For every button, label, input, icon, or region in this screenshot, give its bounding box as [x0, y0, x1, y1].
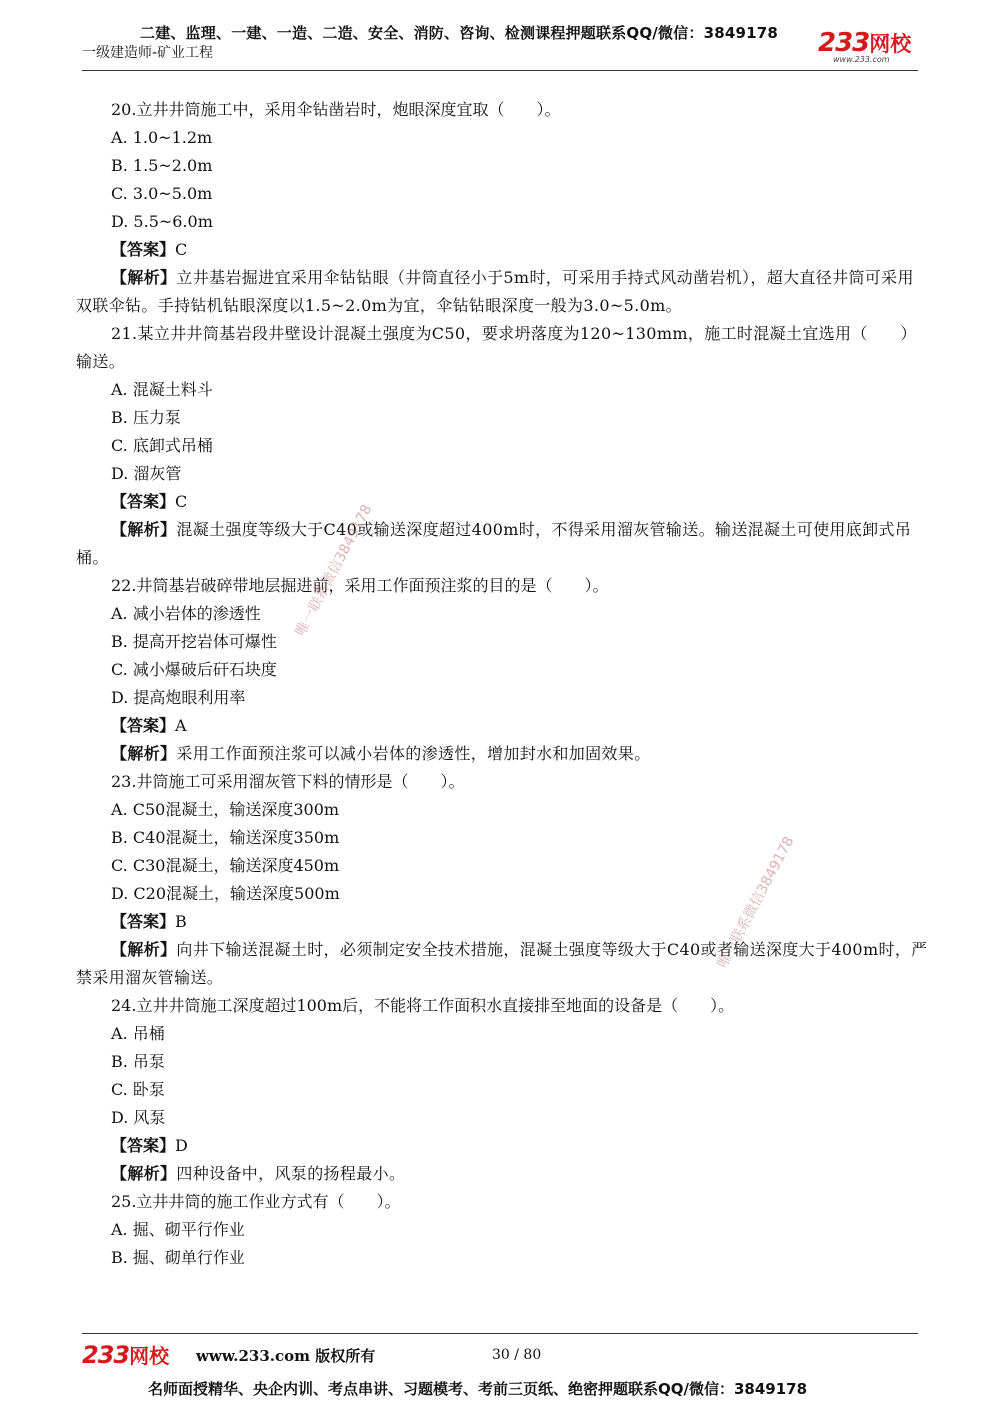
question-stem: 23.井筒施工可采用溜灰管下料的情形是（ ）。 — [111, 772, 465, 791]
option-c: C. C30混凝土，输送深度450m — [111, 856, 340, 875]
analysis-tag: 【解析】 — [111, 744, 177, 763]
answer-value: C — [175, 492, 188, 511]
option-b: B. 压力泵 — [111, 408, 181, 427]
answer-value: D — [175, 1136, 188, 1155]
analysis-tag: 【解析】 — [111, 520, 177, 539]
option-c: C. 底卸式吊桶 — [111, 436, 213, 455]
option-d: D. 风泵 — [111, 1108, 166, 1127]
brand-logo — [818, 28, 911, 58]
analysis-tag: 【解析】 — [111, 1164, 177, 1183]
analysis-paragraph — [76, 1160, 928, 1188]
logo-text: 网校 — [869, 32, 912, 56]
logo-text: 网校 — [129, 1344, 170, 1368]
question-stem: 21.某立井井筒基岩段井壁设计混凝土强度为C50，要求坍落度为120~130mm，施工时混凝土宜选用（ ）输送。 — [76, 324, 917, 371]
answer-tag: 【答案】 — [111, 240, 176, 259]
option-a: A. 减小岩体的渗透性 — [111, 604, 261, 623]
watermark: 唯一联系微信3849178 — [292, 502, 376, 639]
footer-divider — [82, 1333, 918, 1334]
question-stem: 24.立井井筒施工深度超过100m后，不能将工作面积水直接排至地面的设备是（ ）。 — [111, 996, 735, 1015]
copyright-text: www.233.com 版权所有 — [196, 1347, 376, 1365]
analysis-paragraph — [76, 516, 928, 572]
option-a: A. 混凝土料斗 — [111, 380, 213, 399]
option-a: A. 吊桶 — [111, 1024, 165, 1043]
header-divider — [82, 70, 918, 71]
answer-value: C — [175, 240, 188, 259]
header-banner: 二建、监理、一建、一造、二造、安全、消防、咨询、检测课程押题联系QQ/微信：3849178 — [140, 24, 779, 42]
answer-value: B — [175, 912, 187, 931]
watermark: 唯一联系微信3849178 — [714, 834, 798, 971]
option-c: C. 3.0~5.0m — [111, 184, 213, 203]
option-a: A. 1.0~1.2m — [111, 128, 213, 147]
answer-tag: 【答案】 — [111, 492, 176, 511]
option-b: B. 1.5~2.0m — [111, 156, 213, 175]
option-d: D. 溜灰管 — [111, 464, 182, 483]
option-b: B. 提高开挖岩体可爆性 — [111, 632, 277, 651]
question-content — [76, 96, 928, 1272]
question-stem: 20.立井井筒施工中，采用伞钻凿岩时，炮眼深度宜取（ ）。 — [111, 100, 561, 119]
option-d: D. C20混凝土，输送深度500m — [111, 884, 340, 903]
answer-tag: 【答案】 — [111, 716, 176, 735]
option-b: B. 掘、砌单行作业 — [111, 1248, 245, 1267]
analysis-text: 四种设备中，风泵的扬程最小。 — [176, 1164, 406, 1183]
option-a: A. C50混凝土，输送深度300m — [111, 800, 340, 819]
analysis-paragraph — [76, 264, 928, 320]
analysis-paragraph — [76, 740, 928, 768]
analysis-paragraph — [76, 936, 928, 992]
option-b: B. C40混凝土，输送深度350m — [111, 828, 340, 847]
analysis-text: 向井下输送混凝土时，必须制定安全技术措施，混凝土强度等级大于C40或者输送深度大于400m时，严禁采用溜灰管输送。 — [76, 940, 928, 987]
footer-logo — [82, 1340, 169, 1369]
analysis-text: 混凝土强度等级大于C40或输送深度超过400m时，不得采用溜灰管输送。输送混凝土可使用底卸式吊桶。 — [76, 520, 912, 567]
answer-line — [76, 712, 928, 740]
option-d: D. 5.5~6.0m — [111, 212, 213, 231]
footer-banner: 名师面授精华、央企内训、考点串讲、习题模考、考前三页纸、绝密押题联系QQ/微信：3849178 — [148, 1380, 808, 1398]
question-stem: 22.井筒基岩破碎带地层掘进前，采用工作面预注浆的目的是（ ）。 — [111, 576, 609, 595]
logo-number: 233 — [818, 28, 870, 58]
option-c: C. 卧泵 — [111, 1080, 165, 1099]
option-d: D. 提高炮眼利用率 — [111, 688, 246, 707]
analysis-text: 立井基岩掘进宜采用伞钻钻眼（井筒直径小于5m时，可采用手持式风动凿岩机），超大直径井筒可采用双联伞钻。手持钻机钻眼深度以1.5~2.0m为宜，伞钻钻眼深度一般为3.0~5.0m。 — [76, 268, 914, 315]
answer-line — [76, 1132, 928, 1160]
answer-line — [76, 488, 928, 516]
option-c: C. 减小爆破后矸石块度 — [111, 660, 277, 679]
logo-url: www.233.com — [833, 55, 890, 64]
subject-title: 一级建造师-矿业工程 — [82, 45, 214, 61]
analysis-tag: 【解析】 — [111, 940, 177, 959]
answer-line — [76, 236, 928, 264]
question-stem: 25.立井井筒的施工作业方式有（ ）。 — [111, 1192, 401, 1211]
analysis-tag: 【解析】 — [111, 268, 177, 287]
answer-line — [76, 908, 928, 936]
answer-tag: 【答案】 — [111, 912, 176, 931]
answer-value: A — [175, 716, 187, 735]
logo-number: 233 — [82, 1341, 130, 1369]
option-b: B. 吊泵 — [111, 1052, 165, 1071]
analysis-text: 采用工作面预注浆可以减小岩体的渗透性，增加封水和加固效果。 — [176, 744, 651, 763]
option-a: A. 掘、砌平行作业 — [111, 1220, 245, 1239]
answer-tag: 【答案】 — [111, 1136, 176, 1155]
page-number: 30 / 80 — [492, 1347, 542, 1363]
